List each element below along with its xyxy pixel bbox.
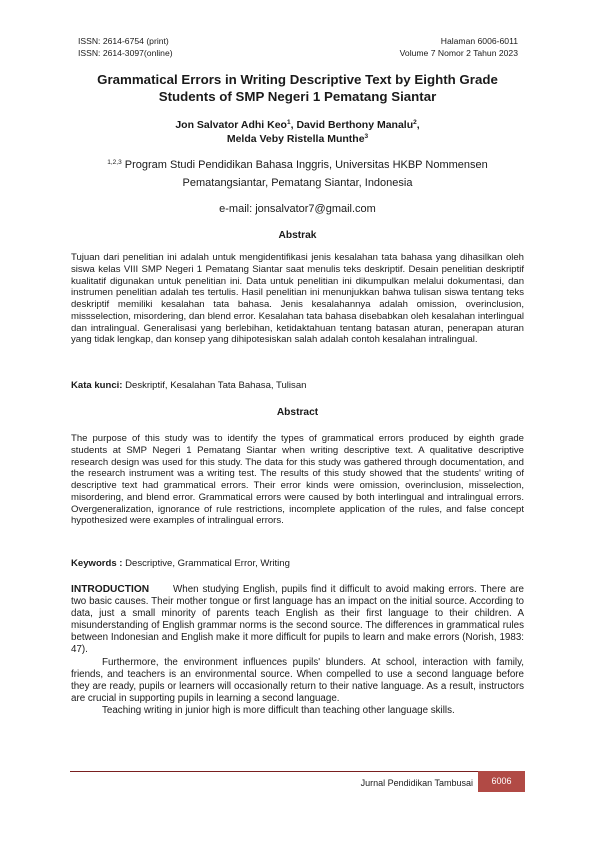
author-email: e-mail: jonsalvator7@gmail.com [219,203,376,215]
volume-info: Volume 7 Nomor 2 Tahun 2023 [399,48,518,59]
affiliation-text: Program Studi Pendidikan Bahasa Inggris, Universitas HKBP Nommensen Pematangsiantar, Pematang Siantar, Indonesia [124,159,488,189]
abstract-heading: Abstract [276,407,319,418]
author-3-sup: 3 [364,133,369,141]
keywords-label: Keywords : [71,558,123,569]
introduction-heading: INTRODUCTION [71,584,150,595]
author-1-sup: 1 [286,119,291,126]
intro-paragraph-1: When studying English, pupils find it difficult to avoid making errors. There are two basic causes. Their mother tongue or first language has an impact on the initial source. According to data, just a small minority of parents teach English as their first language to their children. A misunderstanding of English grammar norms is the second source. The differences in grammatical rules between Indonesian and English make it more difficult for pupils to learn and make errors (Norish, 1983: 47). [71,584,524,656]
author-2: David Berthony Manalu [296,119,414,131]
author-3: Melda Veby Ristella Munthe [226,133,365,146]
kata-kunci [71,380,524,392]
kata-kunci-label: Kata kunci: [71,380,123,391]
abstrak-body: Tujuan dari penelitian ini adalah untuk mengidentifikasi jenis kesalahan tata bahasa yang dihasilkan oleh siswa kelas VIII SMP Negeri 1 Pematang Siantar saat menulis teks deskriptif. Desain penelitian deskriptif kualitatif digunakan untuk penelitian ini. Data untuk penelitian ini dikumpulkan melalui dokumentasi, dan instrumen penelitian adalah tes tertulis. Hasil penelitian ini menunjukkan bahwa tulisan siswa tentang teks deskriptif memiliki kesalahan tata bahasa. Jenis kesalahannya adalah omission, overinclusion, missselection, misordering, dan blend error. Kesalahan tata bahasa disebabkan oleh kesalahan interlingual dan intralingual. Generalisasi yang berlebihan, ketidaktahuan tentang batasan aturan, penerapan aturan yang tidak lengkap, dan konsep yang dihipotesiskan salah adalah contoh kesalahan intralingual. [71,252,524,346]
kata-kunci-text: Deskriptif, Kesalahan Tata Bahasa, Tulisan [122,380,307,391]
issn-print: ISSN: 2614-6754 (print) [78,36,169,46]
page-range: Halaman 6006-6011 [440,36,518,46]
keywords-text: Descriptive, Grammatical Error, Writing [122,558,290,569]
volume-block [400,35,518,60]
intro-paragraph-2: Furthermore, the environment influences pupils' blunders. At school, interaction with family, friends, and teachers is an environmental source. When compelled to use a second language before they are ready, pupils or learners will occasionally return to their native language. As a result, instructors are crucial in supporting pupils in learning a second language. [71,656,524,704]
abstract-body: The purpose of this study was to identify the types of grammatical errors produced by eighth grade students at SMP Negeri 1 Pematang Siantar when writing descriptive text. A qualitative descriptive research design was used for this study. The data for this study was gathered through documentation, and the research instrument was a writing test. The results of this study showed that the students' writing of descriptive text had grammatical errors. Their error kinds were omission, overinclusion, misselection, misordering, and blend error. Grammatical errors were caused by both interlingual and intralingual errors. Overgeneralization, ignorance of rule restrictions, incomplete application of the rules, and false concept hypothesized were examples of intralingual errors. [71,433,524,527]
journal-name: Jurnal Pendidikan Tambusai [360,778,473,788]
affiliation [70,157,525,192]
author-2-sup: 2 [413,119,417,126]
introduction-body [71,584,524,717]
issn-online: ISSN: 2614-3097(online) [78,48,173,59]
paper-title: Grammatical Errors in Writing Descriptive Text by Eighth Grade Students of SMP Negeri 1 Pematang Siantar [97,72,498,104]
author-list: Jon Salvator Adhi Keo$^1$, David Berthony Manalu$^2$, Melda Veby Ristella Munthe$^3$ [175,119,420,146]
abstrak-heading: Abstrak [278,230,317,241]
footer-rule [70,771,525,772]
issn-block [78,35,173,60]
author-1: Jon Salvator Adhi Keo [175,119,287,131]
affiliation-sup: 1,2,3 [107,159,122,166]
keywords [71,558,524,570]
page-number: 6006 [478,771,525,792]
intro-paragraph-3: Teaching writing in junior high is more difficult than teaching other language skills. [102,704,455,716]
